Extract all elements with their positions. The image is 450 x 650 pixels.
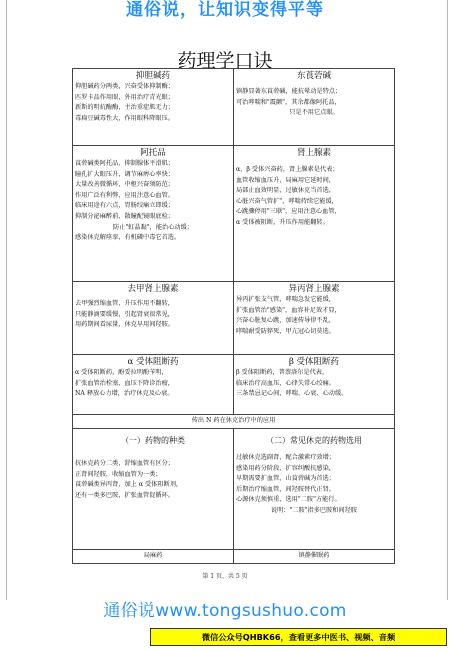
- cell-shock-drug-types: [73, 429, 234, 550]
- cell-alpha-blocker: [73, 355, 234, 415]
- text-line: 临床治疗高血压，心律失常心绞痛。: [236, 379, 335, 387]
- text-line: 正肾间羟胺，收缩血管为一类；: [75, 470, 162, 478]
- text-line: 感染休克解痉挛，有机磷中毒它首选。: [75, 234, 181, 242]
- cell-body: [236, 165, 392, 229]
- cell-local-anesthetic: 局麻药: [73, 550, 234, 564]
- text-line: NA 释放心力增，治疗休克及心衰。: [75, 390, 174, 398]
- cell-title: 抑胆碱药: [135, 71, 170, 81]
- cell-body: [236, 295, 392, 337]
- text-line: 瞳孔扩大眼压升，调节麻痹心率快；: [75, 170, 174, 178]
- text-line: 心脏兴奋气管扩"，哮喘持续它能缓，: [236, 197, 338, 205]
- text-line: 临床用途有六点，胃肠绞痛立即缓；: [75, 202, 174, 210]
- cell-scopolamine: [234, 69, 395, 146]
- text-line: 大量改善微循环，中枢兴奋须防范；: [75, 181, 174, 189]
- cell-subtitle: （二）常见休克的药物选用: [266, 436, 362, 445]
- site-url-watermark: 通俗说www.tongsushuo.com: [103, 601, 347, 621]
- cell-title: 异丙肾上腺素: [288, 284, 340, 294]
- text-line: 兴奋心脏复心跳，加速传导律不乱，: [236, 317, 335, 325]
- text-line: 说明："二胺"指多巴胺和间羟胺: [270, 506, 358, 514]
- cell-atropine: [73, 146, 234, 282]
- cell-subtitle: （一）药物的种类: [121, 436, 185, 445]
- text-line: 匹罗卡品作用眼，外用治疗青光眼；: [75, 93, 174, 101]
- text-line: 抑制分泌麻醉前，散瞳配镜眼底检；: [75, 212, 174, 220]
- text-line: 去甲强烈缩血管，升压作用不翻转，: [75, 300, 174, 307]
- cell-body: [75, 82, 231, 124]
- cell-body: [75, 368, 231, 400]
- text-line: 镇静显著东莨菪碱，能抗晕动是特点；: [236, 88, 342, 95]
- text-line: 心源休克须慎重，选用"二胺"方能行。: [236, 496, 341, 504]
- page-title: 药理学口诀: [177, 50, 273, 72]
- text-line: 感染用药分阶段，扩容纠酸抗感染，: [236, 464, 335, 472]
- text-line: 后期治疗缩血管，间羟胺替代正肾。: [236, 485, 335, 493]
- text-line: 还有一类多巴胺，扩张血管促循环。: [75, 491, 174, 499]
- cell-body: [236, 87, 392, 119]
- text-line: 早期需要扩血管，山莨菪碱为首选；: [236, 475, 335, 483]
- text-line: 局部止血效明显，过敏休克当首选，: [236, 187, 335, 195]
- text-line: β 受体阻断药，普萘洛尔是代表，: [236, 369, 329, 376]
- wechat-notice: 微信公众号QHBK66，查看更多中医书、视频、音频: [150, 628, 447, 646]
- text-line: 毒扁豆碱毒性大，作用眼科降眼压。: [75, 114, 174, 122]
- text-line: 作用广泛有利弊，应用注意心血管。: [75, 191, 174, 199]
- cell-body: [75, 459, 231, 501]
- text-line: α 受体阻断药，酚妥拉明酚苄明，: [75, 369, 168, 376]
- header-banner: 通俗说，让知识变得平等: [126, 0, 324, 20]
- cell-isoprenaline: [234, 282, 395, 355]
- cell-title: 阿托品: [140, 148, 166, 158]
- text-line: 可治哮喘和"震颤"，其余都像阿托品，: [236, 98, 341, 106]
- cell-body: [75, 159, 231, 244]
- cell-noradrenaline: [73, 282, 234, 355]
- pharmacology-table: [72, 68, 395, 564]
- text-line: 防止"虹晶黏"，能治心动缓；: [113, 223, 193, 231]
- cell-title: β 受体阻断药: [288, 357, 340, 367]
- cell-body: [236, 453, 392, 517]
- cell-shock-drug-selection: [234, 429, 395, 550]
- text-line: 哮喘耐受防猝死，甲亢冠心切莫选。: [236, 327, 335, 335]
- text-line: 莨菪碱类异丙肾，加上 α 受体阻断剂，: [75, 481, 183, 489]
- text-line: 扩张血管治栓塞，血压下降诊治瘤，: [75, 379, 174, 387]
- cell-body: [75, 299, 231, 331]
- text-line: 异丙扩张支气管，哮喘急发它能缓，: [236, 296, 335, 303]
- cell-adrenaline: [234, 146, 395, 282]
- text-line: 抗休克药分二类，舒缩血管有区分；: [75, 460, 174, 467]
- page-number: 第 1 页，共 5 页: [202, 573, 248, 580]
- text-line: 新斯的明抗酶酶，主治重症肌无力；: [75, 104, 174, 112]
- text-line: 扩张血管治"感染"，血容补足效才显，: [236, 306, 341, 314]
- text-line: 血管收缩血压升，局麻用它延时间，: [236, 176, 335, 184]
- cell-anticholinergic: [73, 69, 234, 146]
- cell-body: [236, 368, 392, 400]
- cell-shock-heading: 传出 N 药在休克治疗中的应用: [73, 415, 395, 429]
- text-line: 只能静滴要缓慢，引起肾衰很常见，: [75, 310, 174, 318]
- text-line: α 受体被阻断，升压作用能翻转。: [236, 218, 329, 226]
- cell-title: α 受体阻断药: [127, 357, 179, 367]
- text-line: α、β 受体兴奋药，肾上腺素是代表；: [236, 166, 339, 173]
- text-line: 用药期间看尿量，休克早用间羟胺。: [75, 321, 174, 329]
- cell-title: 肾上腺素: [296, 148, 331, 158]
- text-line: 莨菪碱类阿托品，抑制腺体平滑肌；: [75, 160, 174, 167]
- cell-beta-blocker: [234, 355, 395, 415]
- text-line: 心跳骤停用"三联"，应用注意心血管，: [236, 208, 341, 216]
- cell-sedative: 镇静催眠药: [234, 550, 395, 564]
- text-line: 三条禁忌记心间，哮喘、心衰、心动缓。: [236, 390, 348, 398]
- text-line: 只是不用它点眼。: [289, 109, 339, 117]
- cell-title: 去甲肾上腺素: [127, 284, 179, 294]
- text-line: 过敏休克选副肾，配合激素疗效增；: [236, 454, 335, 461]
- cell-title: 东莨菪碱: [296, 71, 331, 81]
- text-line: 抑胆碱药分两类，兴奋受体抑制酶；: [75, 83, 174, 90]
